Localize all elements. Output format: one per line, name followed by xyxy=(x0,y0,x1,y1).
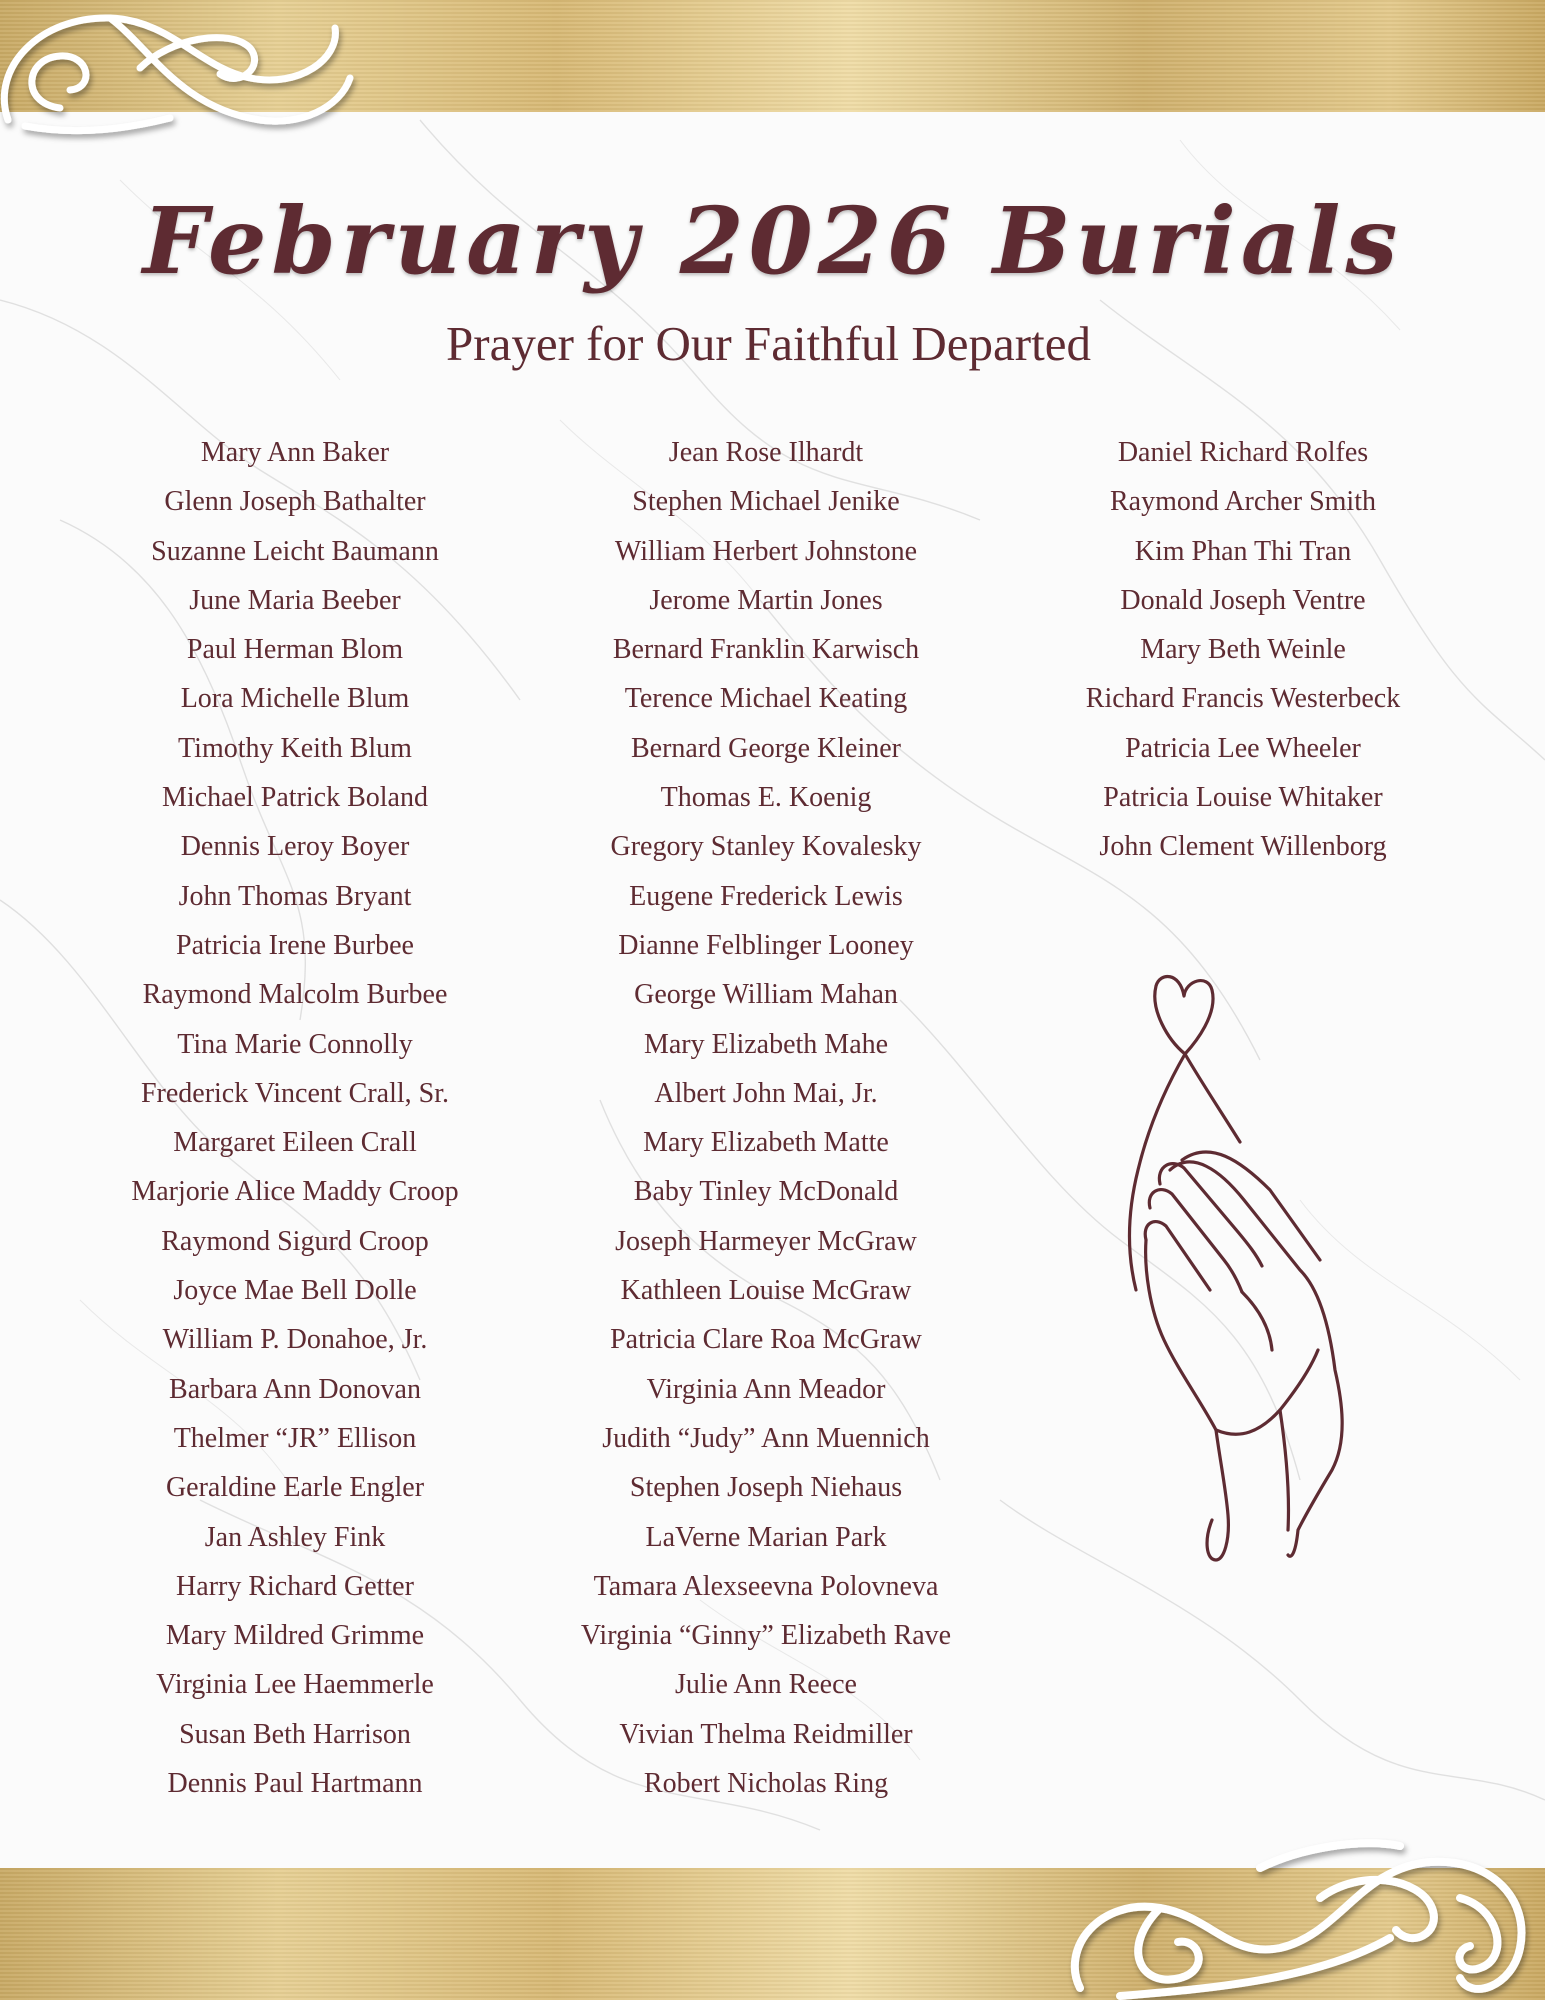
name-item: June Maria Beeber xyxy=(189,584,401,616)
name-item: Jean Rose Ilhardt xyxy=(668,437,864,468)
name-item: Susan Beth Harrison xyxy=(179,1718,411,1750)
name-item: George William Mahan xyxy=(634,979,898,1011)
name-item: John Thomas Bryant xyxy=(178,880,412,912)
name-item: Judith “Judy” Ann Muennich xyxy=(602,1422,930,1454)
name-item: Dianne Felblinger Looney xyxy=(618,929,914,961)
name-item: Albert John Mai, Jr. xyxy=(654,1077,878,1109)
name-item: John Clement Willenborg xyxy=(1099,831,1387,863)
names-column-2 xyxy=(516,428,1016,1808)
name-item: Tamara Alexseevna Polovneva xyxy=(593,1570,939,1602)
swirl-ornament-bottom-right xyxy=(1060,1838,1545,2000)
name-item: Virginia Ann Meador xyxy=(646,1373,886,1405)
name-item: Jan Ashley Fink xyxy=(204,1521,386,1553)
name-item: Joyce Mae Bell Dolle xyxy=(173,1275,417,1307)
name-item: Eugene Frederick Lewis xyxy=(629,880,903,912)
page-subtitle: Prayer for Our Faithful Departed xyxy=(446,316,1091,371)
name-item: Julie Ann Reece xyxy=(675,1669,857,1701)
name-item: LaVerne Marian Park xyxy=(645,1521,887,1553)
name-item: Mary Ann Baker xyxy=(200,437,390,468)
name-item: Margaret Eileen Crall xyxy=(173,1127,417,1159)
name-item: Richard Francis Westerbeck xyxy=(1085,683,1401,715)
name-item: Suzanne Leicht Baumann xyxy=(151,535,439,567)
name-item: Paul Herman Blom xyxy=(186,634,404,666)
name-item: William P. Donahoe, Jr. xyxy=(162,1324,428,1356)
page-title: February 2026 Burials xyxy=(142,187,1403,295)
name-item: Baby Tinley McDonald xyxy=(633,1176,899,1208)
name-item: Patricia Louise Whitaker xyxy=(1103,782,1383,814)
name-item: Michael Patrick Boland xyxy=(162,782,428,814)
name-item: Mary Elizabeth Matte xyxy=(643,1127,889,1159)
name-item: Harry Richard Getter xyxy=(176,1570,414,1602)
names-column-3 xyxy=(993,428,1493,872)
name-item: Timothy Keith Blum xyxy=(178,732,412,764)
name-item: Raymond Archer Smith xyxy=(1110,486,1376,518)
name-item: Vivian Thelma Reidmiller xyxy=(619,1718,913,1750)
name-item: Barbara Ann Donovan xyxy=(169,1373,421,1405)
name-item: Thomas E. Koenig xyxy=(660,782,872,814)
swirl-ornament-top-left xyxy=(0,8,360,153)
name-item: Patricia Lee Wheeler xyxy=(1125,732,1361,764)
name-item: Glenn Joseph Bathalter xyxy=(164,486,426,518)
name-item: Kim Phan Thi Tran xyxy=(1134,535,1352,567)
name-item: Dennis Leroy Boyer xyxy=(180,831,410,863)
name-item: Mary Elizabeth Mahe xyxy=(643,1028,889,1060)
name-item: Dennis Paul Hartmann xyxy=(167,1768,423,1800)
name-item: Frederick Vincent Crall, Sr. xyxy=(140,1077,450,1109)
name-item: Bernard George Kleiner xyxy=(630,732,902,764)
name-item: Virginia “Ginny” Elizabeth Rave xyxy=(580,1620,952,1652)
names-column-1 xyxy=(45,428,545,1808)
name-item: Stephen Joseph Niehaus xyxy=(629,1472,903,1504)
name-item: Kathleen Louise McGraw xyxy=(620,1275,912,1307)
name-item: Gregory Stanley Kovalesky xyxy=(610,831,922,863)
name-item: Joseph Harmeyer McGraw xyxy=(615,1225,917,1257)
name-item: Geraldine Earle Engler xyxy=(165,1472,425,1504)
name-item: Mary Mildred Grimme xyxy=(165,1620,425,1652)
name-item: Marjorie Alice Maddy Croop xyxy=(131,1176,459,1208)
name-item: Robert Nicholas Ring xyxy=(643,1768,889,1800)
name-item: Donald Joseph Ventre xyxy=(1120,584,1366,616)
name-item: William Herbert Johnstone xyxy=(614,535,918,567)
name-item: Mary Beth Weinle xyxy=(1140,634,1346,666)
name-item: Stephen Michael Jenike xyxy=(632,486,900,518)
name-item: Daniel Richard Rolfes xyxy=(1117,437,1369,468)
name-item: Virginia Lee Haemmerle xyxy=(156,1669,434,1701)
name-item: Raymond Sigurd Croop xyxy=(161,1225,429,1257)
praying-hands-heart-icon xyxy=(1120,970,1420,1570)
name-item: Bernard Franklin Karwisch xyxy=(612,634,920,666)
name-item: Raymond Malcolm Burbee xyxy=(142,979,448,1011)
name-item: Patricia Clare Roa McGraw xyxy=(610,1324,922,1356)
name-item: Thelmer “JR” Ellison xyxy=(173,1422,417,1454)
name-item: Tina Marie Connolly xyxy=(177,1028,413,1060)
name-item: Terence Michael Keating xyxy=(624,683,908,715)
name-item: Patricia Irene Burbee xyxy=(176,929,414,961)
name-item: Jerome Martin Jones xyxy=(649,584,883,616)
name-item: Lora Michelle Blum xyxy=(180,683,410,715)
